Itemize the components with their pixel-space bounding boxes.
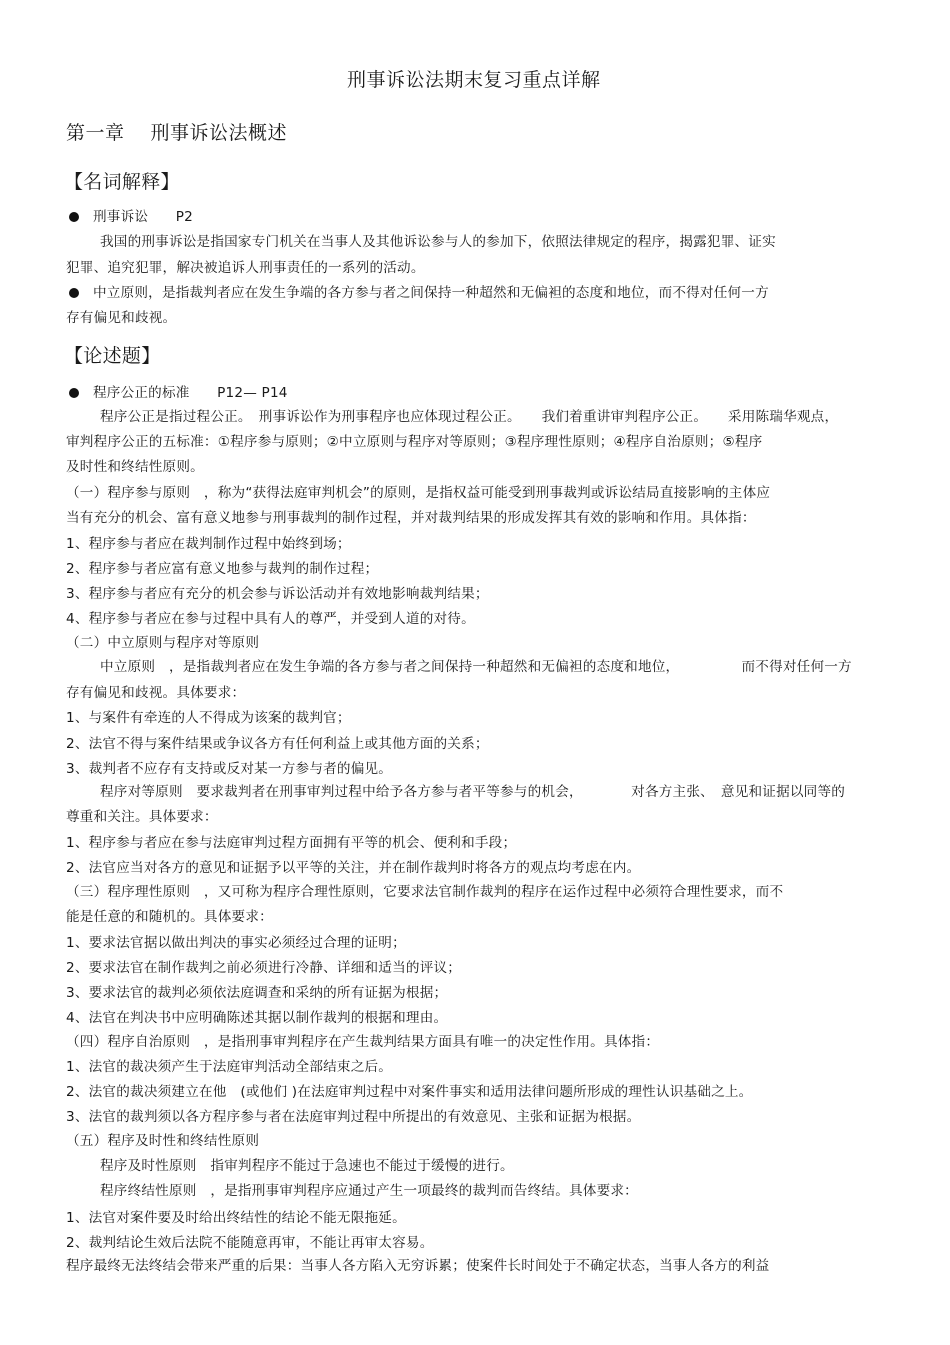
bullet-icon: [69, 388, 79, 398]
list-item: 4、法官在判决书中应明确陈述其据以制作裁判的根据和理由。: [66, 1010, 448, 1026]
list-item: 2、要求法官在制作裁判之前必须进行冷静、详细和适当的评议；: [66, 960, 462, 976]
body-line: （一）程序参与原则 ，称为“获得法庭审判机会”的原则，是指权益可能受到刑事裁判或诉讼结局直接影响的主体应: [66, 485, 771, 501]
list-item: 3、要求法官的裁判必须依法庭调查和采纳的所有证据为根据；: [66, 985, 448, 1001]
body-line: 程序及时性原则 指审判程序不能过于急速也不能过于缓慢的进行。: [100, 1158, 514, 1174]
body-line: 程序对等原则 要求裁判者在刑事审判过程中给予各方参与者平等参与的机会， 对各方主张、 意见和证据以同等的: [100, 784, 846, 800]
document-title: 刑事诉讼法期末复习重点详解: [347, 69, 601, 91]
chapter-heading: 第一章 刑事诉讼法概述: [66, 122, 288, 144]
bullet-icon: [69, 212, 79, 222]
term-heading: 刑事诉讼 P2: [93, 209, 194, 225]
topic-heading: 程序公正的标准 P12— P14: [93, 385, 288, 401]
body-line: 存有偏见和歧视。具体要求：: [66, 685, 246, 701]
list-item: 1、法官的裁决须产生于法庭审判活动全部结束之后。: [66, 1059, 393, 1075]
list-item: 2、法官的裁决须建立在他 (或他们 )在法庭审判过程中对案件事实和适用法律问题所形成的理性认识基础之上。: [66, 1084, 753, 1100]
body-line: （四）程序自治原则 ，是指刑事审判程序在产生裁判结果方面具有唯一的决定性作用。具体指：: [66, 1034, 660, 1050]
list-item: 1、程序参与者应在参与法庭审判过程方面拥有平等的机会、便利和手段；: [66, 835, 517, 851]
body-line: 当有充分的机会、富有意义地参与刑事裁判的制作过程，并对裁判结果的形成发挥其有效的影响和作用。具体指：: [66, 510, 756, 526]
body-line: 中立原则 ，是指裁判者应在发生争端的各方参与者之间保持一种超然和无偏袒的态度和地位， 而不得对任何一方: [100, 659, 852, 675]
body-line: 程序终结性原则 ，是指刑事审判程序应通过产生一项最终的裁判而告终结。具体要求：: [100, 1183, 638, 1199]
section-heading-terms: 【名词解释】: [64, 171, 180, 193]
subsection-heading: （二）中立原则与程序对等原则: [66, 635, 260, 651]
list-item: 1、程序参与者应在裁判制作过程中始终到场；: [66, 536, 351, 552]
section-heading-essay: 【论述题】: [64, 345, 161, 367]
subsection-heading: （五）程序及时性和终结性原则: [66, 1133, 260, 1149]
body-line: 能是任意的和随机的。具体要求：: [66, 909, 273, 925]
list-item: 3、裁判者不应存有支持或反对某一方参与者的偏见。: [66, 761, 393, 777]
list-item: 4、程序参与者应在参与过程中具有人的尊严，并受到人道的对待。: [66, 611, 475, 627]
list-item: 1、要求法官据以做出判决的事实必须经过合理的证明；: [66, 935, 406, 951]
body-line: 及时性和终结性原则。: [66, 459, 204, 475]
list-item: 3、程序参与者应有充分的机会参与诉讼活动并有效地影响裁判结果；: [66, 586, 489, 602]
body-line: 中立原则，是指裁判者应在发生争端的各方参与者之间保持一种超然和无偏袒的态度和地位，而不得对任何一方: [93, 285, 769, 301]
body-line: 我国的刑事诉讼是指国家专门机关在当事人及其他诉讼参与人的参加下，依照法律规定的程序，揭露犯罪、证实: [100, 234, 776, 250]
body-line: 程序公正是指过程公正。 刑事诉讼作为刑事程序也应体现过程公正。 我们着重讲审判程序公正。 采用陈瑞华观点，: [100, 409, 839, 425]
body-line: 审判程序公正的五标准：①程序参与原则；②中立原则与程序对等原则；③程序理性原则；④程序自治原则；⑤程序: [66, 434, 763, 450]
body-line: （三）程序理性原则 ，又可称为程序合理性原则，它要求法官制作裁判的程序在运作过程中必须符合理性要求，而不: [66, 884, 784, 900]
body-line: 尊重和关注。具体要求：: [66, 809, 218, 825]
bullet-icon: [69, 288, 79, 298]
list-item: 2、程序参与者应富有意义地参与裁判的制作过程；: [66, 561, 379, 577]
body-line: 程序最终无法终结会带来严重的后果：当事人各方陷入无穷诉累；使案件长时间处于不确定状态，当事人各方的利益: [66, 1258, 770, 1274]
list-item: 3、法官的裁判须以各方程序参与者在法庭审判过程中所提出的有效意见、主张和证据为根据。: [66, 1109, 641, 1125]
list-item: 2、法官应当对各方的意见和证据予以平等的关注，并在制作裁判时将各方的观点均考虑在内。: [66, 860, 641, 876]
list-item: 1、与案件有牵连的人不得成为该案的裁判官；: [66, 710, 351, 726]
list-item: 1、法官对案件要及时给出终结性的结论不能无限拖延。: [66, 1210, 406, 1226]
list-item: 2、法官不得与案件结果或争议各方有任何利益上或其他方面的关系；: [66, 736, 489, 752]
body-line: 存有偏见和歧视。: [66, 310, 177, 326]
list-item: 2、裁判结论生效后法院不能随意再审，不能让再审太容易。: [66, 1235, 434, 1251]
body-line: 犯罪、追究犯罪，解决被追诉人刑事责任的一系列的活动。: [66, 260, 425, 276]
